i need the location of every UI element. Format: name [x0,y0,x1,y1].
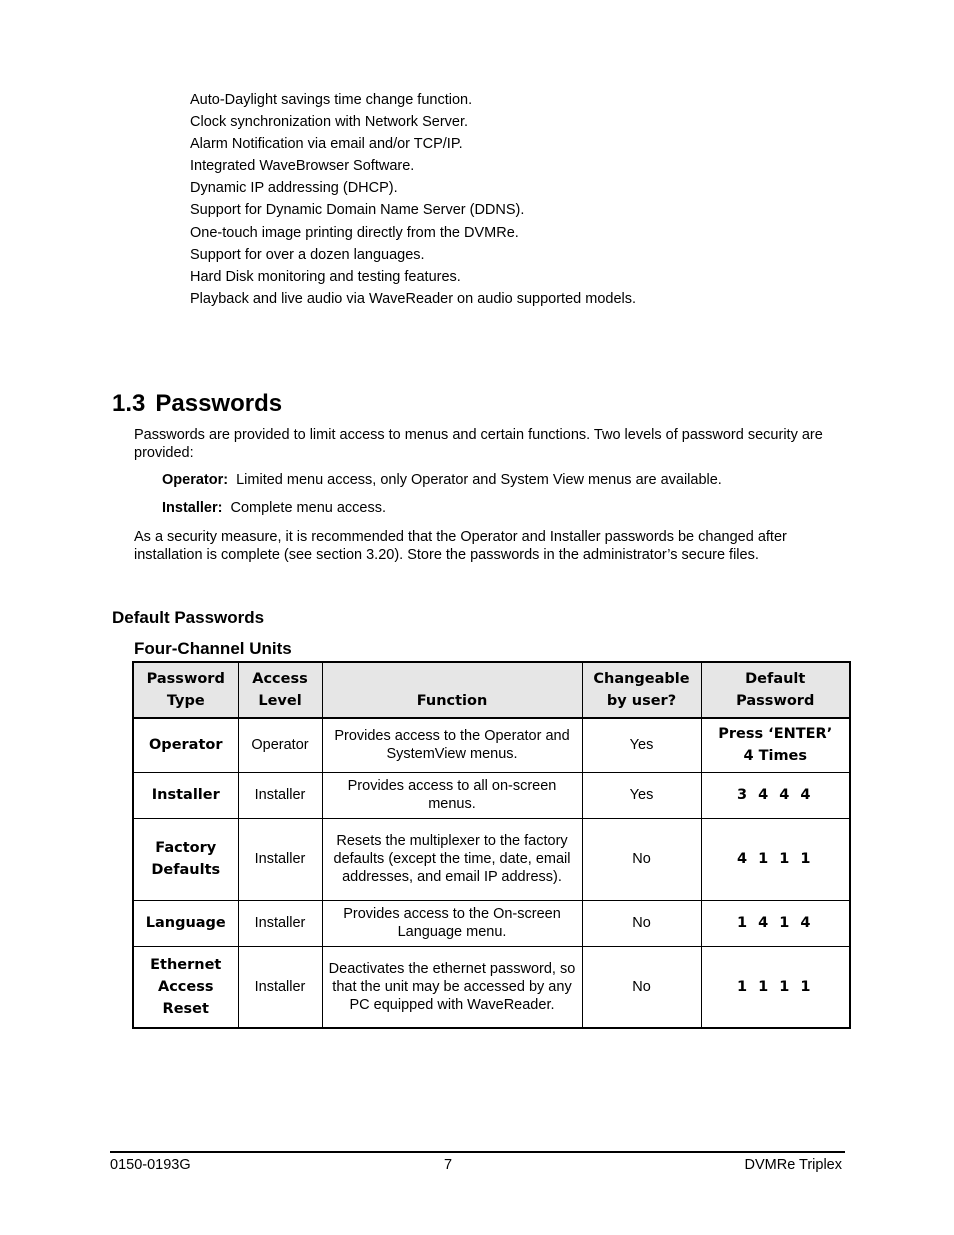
password-type-cell: Language [133,900,238,946]
list-item: Support for Dynamic Domain Name Server (DDNS). [190,202,525,219]
header-changeable: Changeable by user? [582,662,701,718]
changeable-cell: No [582,818,701,900]
table-row [133,772,850,818]
table-header-row [133,662,850,718]
password-type-cell: Ethernet Access Reset [133,946,238,1028]
default-password-cell: 1 1 1 1 [701,946,850,1028]
access-level-cell: Installer [238,772,322,818]
header-access-level: Access Level [238,662,322,718]
intro-paragraph: Passwords are provided to limit access to menus and certain functions. Two levels of password security are provided: [134,427,823,461]
access-level-cell: Installer [238,946,322,1028]
installer-level [162,500,386,516]
table-row [133,946,850,1028]
changeable-cell: Yes [582,772,701,818]
password-table [132,661,851,1029]
list-item: Clock synchronization with Network Server. [190,114,469,131]
footer-page-number: 7 [444,1157,453,1173]
list-item: Hard Disk monitoring and testing features. [190,268,461,285]
operator-level [162,472,722,488]
list-item: Support for over a dozen languages. [190,246,425,263]
list-item: Playback and live audio via WaveReader on audio supported models. [190,290,637,307]
changeable-cell: Yes [582,718,701,772]
function-cell: Deactivates the ethernet password, so that the unit may be accessed by any PC equipped with WaveReader. [322,946,582,1028]
changeable-cell: No [582,946,701,1028]
default-password-cell: Press ‘ENTER’ 4 Times [701,718,850,772]
feature-list [190,89,636,310]
default-password-cell: 3 4 4 4 [701,772,850,818]
operator-label: Operator: [162,472,229,488]
section-heading [112,390,282,418]
default-password-cell: 4 1 1 1 [701,818,850,900]
list-item: One-touch image printing directly from the DVMRe. [190,224,519,241]
default-password-cell: 1 4 1 4 [701,900,850,946]
list-item: Auto-Daylight savings time change function. [190,92,473,108]
security-paragraph: As a security measure, it is recommended that the Operator and Installer passwords be changed after installation is complete (see section 3.20). Store the passwords in the administrator’s secure files. [134,529,787,563]
header-default-password: Default Password [701,662,850,718]
password-type-cell: Factory Defaults [133,818,238,900]
table-row [133,900,850,946]
header-function: Function [322,662,582,718]
footer-product: DVMRe Triplex [744,1157,842,1173]
password-type-cell: Operator [133,718,238,772]
list-item: Dynamic IP addressing (DHCP). [190,180,398,197]
function-cell: Provides access to the Operator and SystemView menus. [322,718,582,772]
footer-doc-number: 0150-0193G [110,1157,191,1173]
section-number: 1.3 [112,390,146,417]
function-cell: Resets the multiplexer to the factory defaults (except the time, date, email addresses, and email IP address). [322,818,582,900]
operator-text: Limited menu access, only Operator and System View menus are available. [236,472,722,488]
header-password-type: Password Type [133,662,238,718]
section-title: Passwords [155,390,283,417]
four-channel-heading: Four-Channel Units [134,639,292,658]
list-item: Integrated WaveBrowser Software. [190,158,415,175]
table-row [133,718,850,772]
access-level-cell: Installer [238,900,322,946]
function-cell: Provides access to all on-screen menus. [322,772,582,818]
installer-text: Complete menu access. [230,500,387,516]
default-passwords-heading: Default Passwords [112,608,265,627]
function-cell: Provides access to the On-screen Language menu. [322,900,582,946]
access-level-cell: Installer [238,818,322,900]
list-item: Alarm Notification via email and/or TCP/IP. [190,136,463,153]
password-type-cell: Installer [133,772,238,818]
table-row [133,818,850,900]
access-level-cell: Operator [238,718,322,772]
installer-label: Installer: [162,500,223,516]
changeable-cell: No [582,900,701,946]
footer-divider [110,1151,845,1153]
